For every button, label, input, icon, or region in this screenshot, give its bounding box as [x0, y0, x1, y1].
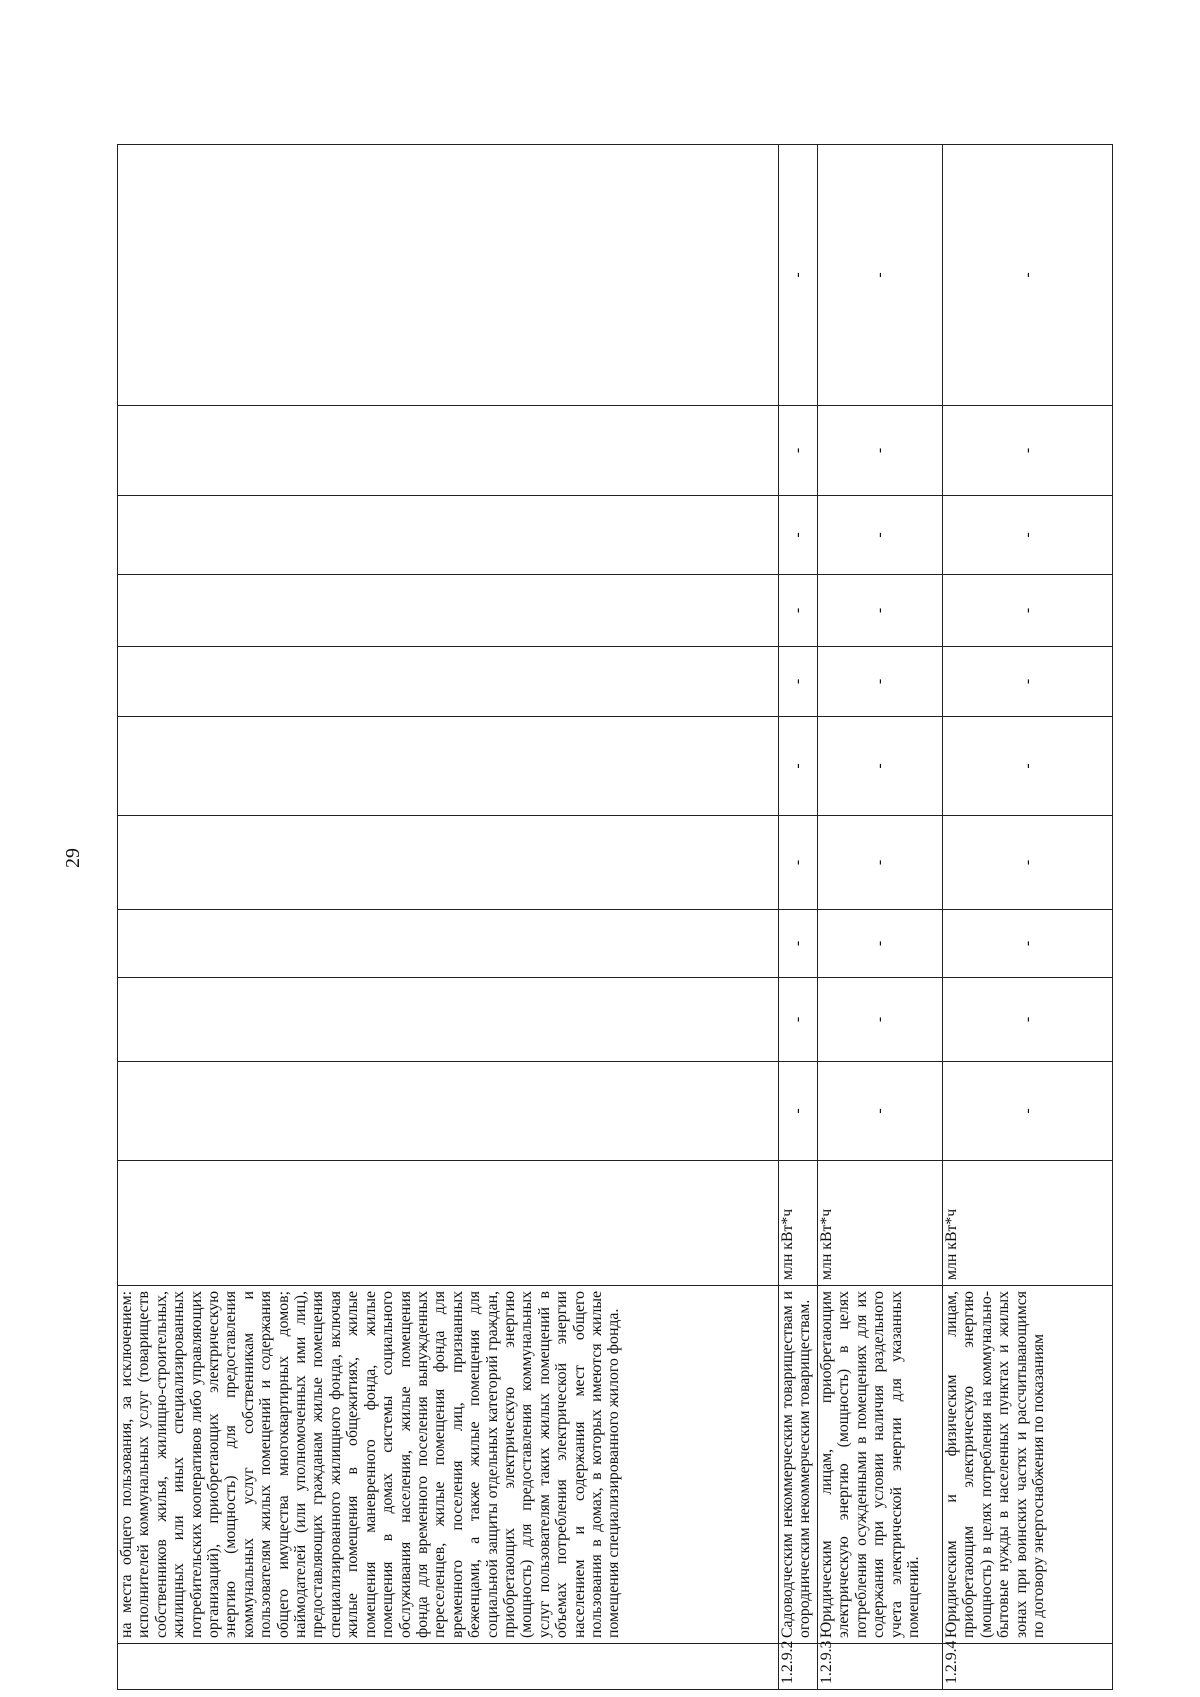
value-cell — [118, 816, 779, 910]
value-cell: - — [943, 496, 1113, 575]
row-unit: млн кВт*ч — [943, 1161, 1113, 1286]
value-cell: - — [779, 978, 818, 1062]
row-unit: млн кВт*ч — [779, 1161, 818, 1286]
value-cell: - — [818, 575, 943, 647]
value-cell: - — [779, 575, 818, 647]
value-cell: - — [943, 910, 1113, 978]
value-cell: - — [943, 406, 1113, 496]
row-number: 1.2.9.2 — [779, 1644, 818, 1690]
value-cell — [118, 406, 779, 496]
tariff-table — [117, 144, 1113, 1690]
value-cell: - — [779, 647, 818, 717]
table-row — [818, 145, 943, 1690]
value-cell — [118, 496, 779, 575]
value-cell: - — [779, 406, 818, 496]
row-description: Юридическим и физическим лицам, приобретающим электрическую энергию (мощность) в целях потребления на коммунально-бытовые нужды в населенных пунктах и жилых зонах при воинских частях и рассчитывающимся по договору энергоснабжения по показаниям — [943, 1286, 1113, 1644]
value-cell: - — [818, 1062, 943, 1161]
value-cell: - — [779, 1062, 818, 1161]
value-cell: - — [943, 647, 1113, 717]
value-cell: - — [818, 406, 943, 496]
value-cell: - — [779, 145, 818, 406]
tariff-table-rotated — [117, 145, 1112, 1690]
row-number — [118, 1644, 779, 1690]
value-cell — [118, 717, 779, 816]
value-cell: - — [818, 647, 943, 717]
value-cell: - — [818, 978, 943, 1062]
value-cell — [118, 145, 779, 406]
table-row — [118, 145, 779, 1690]
value-cell — [118, 575, 779, 647]
value-cell: - — [818, 816, 943, 910]
value-cell: - — [779, 816, 818, 910]
value-cell: - — [943, 978, 1113, 1062]
value-cell: - — [779, 910, 818, 978]
value-cell: - — [818, 496, 943, 575]
value-cell: - — [818, 145, 943, 406]
row-description: Садоводческим некоммерческим товариществам и огородническим некоммерческим товариществам. — [779, 1286, 818, 1644]
table-row — [779, 145, 818, 1690]
value-cell: - — [943, 575, 1113, 647]
value-cell — [118, 1062, 779, 1161]
row-description: на места общего пользования, за исключением: исполнителей коммунальных услуг (товариществ собственников жилья, жилищно-строительных, жилищных или иных специализированных потребительских кооперативов либо управляющих организаций), приобретающих электрическую энергию (мощность) для предоставления коммунальных услуг собственникам и пользователям жилых помещений и содержания общего имущества многоквартирных домов; наймодателей (или уполномоченных ими лиц), предоставляющих гражданам жилые помещения специализированного жилищного фонда, включая жилые помещения в общежитиях, жилые помещения маневренного фонда, жилые помещения в домах системы социального обслуживания населения, жилые помещения фонда для временного поселения вынужденных переселенцев, жилые помещения фонда для временного поселения лиц, признанных беженцами, а также жилые помещения для социальной защиты отдельных категорий граждан, приобретающих электрическую энергию (мощность) для предоставления коммунальных услуг пользователям таких жилых помещений в объемах потребления электрической энергии населением и содержания мест общего пользования в домах, в которых имеются жилые помещения специализированного жилого фонда. — [118, 1286, 779, 1644]
row-number: 1.2.9.3 — [818, 1644, 943, 1690]
value-cell — [118, 647, 779, 717]
page-number: 29 — [62, 848, 84, 868]
value-cell: - — [779, 496, 818, 575]
value-cell: - — [818, 910, 943, 978]
value-cell — [118, 910, 779, 978]
row-unit — [118, 1161, 779, 1286]
value-cell: - — [943, 717, 1113, 816]
table-row — [943, 145, 1113, 1690]
row-unit: млн кВт*ч — [818, 1161, 943, 1286]
value-cell — [118, 978, 779, 1062]
value-cell: - — [943, 816, 1113, 910]
value-cell: - — [943, 1062, 1113, 1161]
row-number: 1.2.9.4 — [943, 1644, 1113, 1690]
value-cell: - — [943, 145, 1113, 406]
value-cell: - — [818, 717, 943, 816]
value-cell: - — [779, 717, 818, 816]
row-description: Юридическим лицам, приобретающим электрическую энергию (мощность) в целях потребления осужденными в помещениях для их содержания при условии наличия раздельного учета электрической энергии для указанных помещений. — [818, 1286, 943, 1644]
